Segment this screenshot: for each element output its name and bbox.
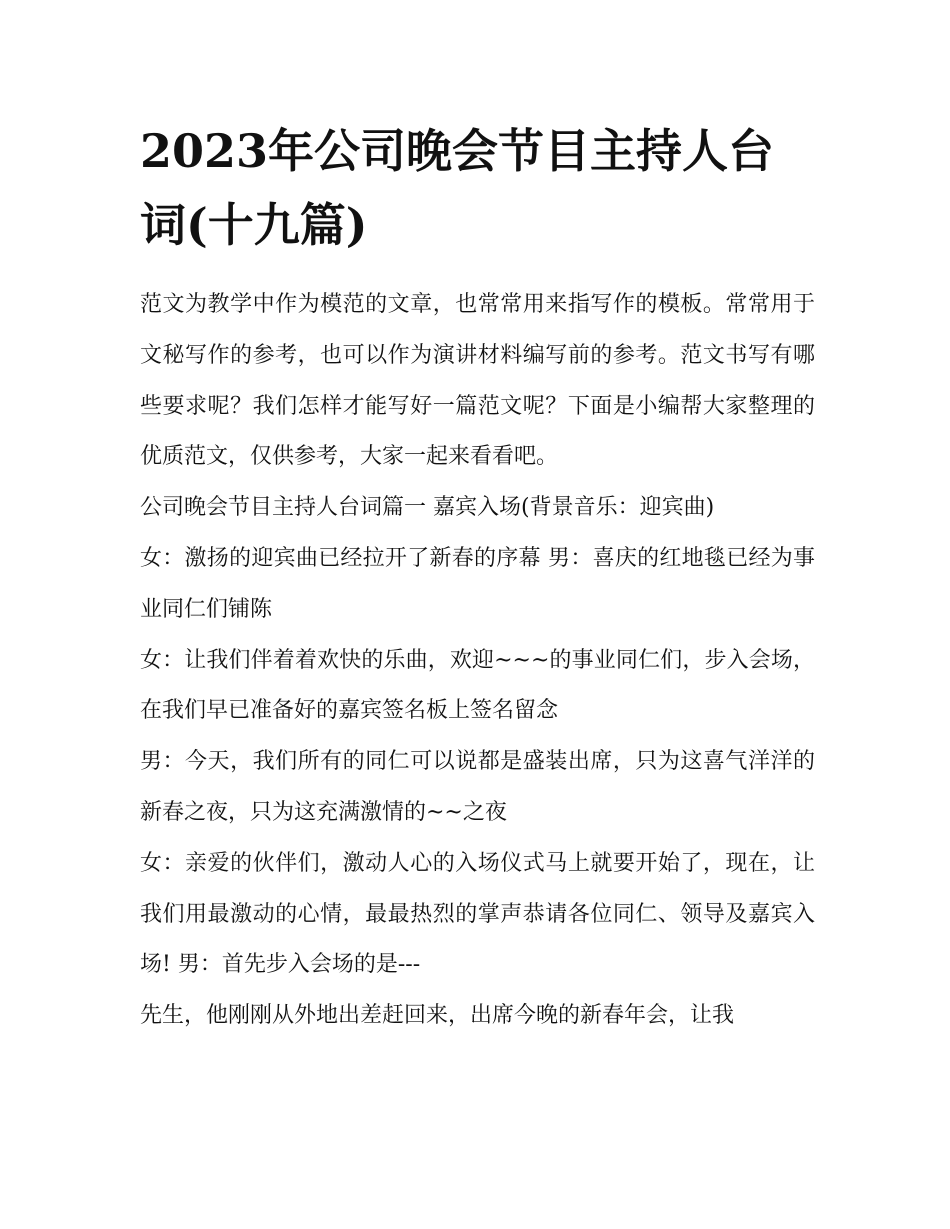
dialogue-paragraph: 先生，他刚刚从外地出差赶回来，出席今晚的新春年会，让我 — [140, 1003, 735, 1029]
dialogue-paragraph: 女：亲爱的伙伴们，激动人心的入场仪式马上就要开始了，现在，让我们用最激动的心情，最最热烈的掌声恭请各位同仁、领导及嘉宾入场! 男：首先步入会场的是--- — [140, 850, 815, 978]
dialogue-paragraph: 女：让我们伴着着欢快的乐曲，欢迎~~~的事业同仁们，步入会场，在我们早已准备好的嘉宾签名板上签名留念 — [140, 647, 815, 724]
dialogue-paragraph: 男：今天，我们所有的同仁可以说都是盛装出席，只为这喜气洋洋的新春之夜，只为这充满激情的~~之夜 — [140, 749, 815, 825]
document-title: 2023年公司晚会节目主持人台词(十九篇) — [140, 124, 775, 252]
section-heading-paragraph: 公司晚会节目主持人台词篇一 嘉宾入场(背景音乐：迎宾曲) — [140, 495, 715, 521]
document-body — [140, 280, 815, 1042]
intro-paragraph: 范文为教学中作为模范的文章，也常常用来指写作的模板。常常用于文秘写作的参考，也可以作为演讲材料编写前的参考。范文书写有哪些要求呢？我们怎样才能写好一篇范文呢？下面是小编帮大家整理的优质范文，仅供参考，大家一起来看看吧。 — [140, 292, 815, 470]
dialogue-paragraph: 女：激扬的迎宾曲已经拉开了新春的序幕 男：喜庆的红地毯已经为事业同仁们铺陈 — [140, 545, 815, 622]
